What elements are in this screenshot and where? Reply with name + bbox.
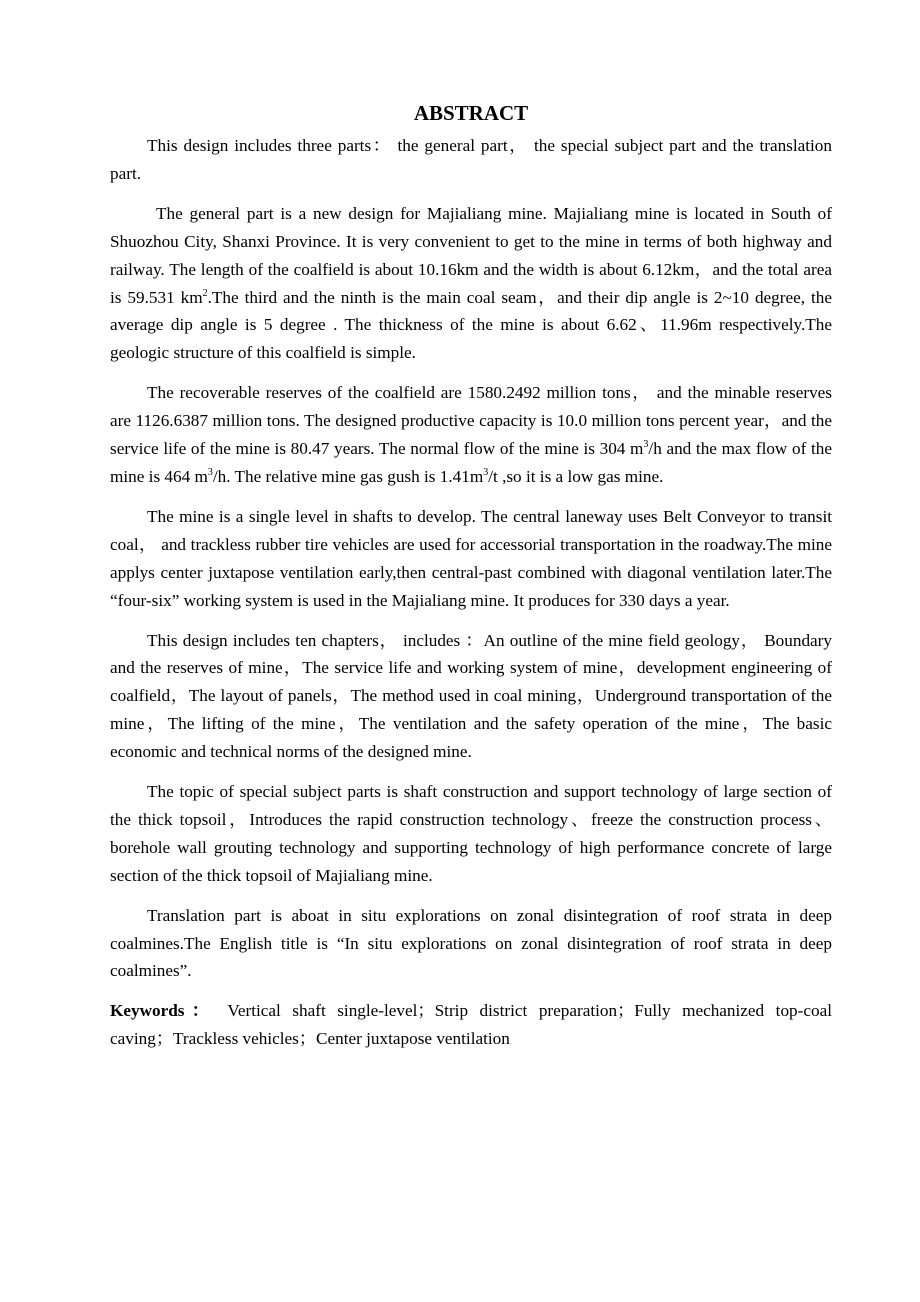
keywords-label: Keywords：: [110, 1001, 217, 1021]
paragraph-special-subject: The topic of special subject parts is shaft construction and support technology of large section of the thick topsoil，Introduces the rapid construction technology、freeze the construction process、borehole wall grouting technology and supporting technology of high performance concrete of large section of the thick topsoil of Majialiang mine.: [110, 782, 832, 885]
text-run: .The third and the ninth is the main coal seam，and their dip angle is 2~10 degree, the average dip angle is 5 degree . The thickness of the mine is about 6.62、11.96m respectively.The geologic structure of this coalfield is simple.: [110, 287, 832, 363]
keywords-line: [110, 997, 832, 1053]
superscript: 2: [202, 287, 208, 299]
text-run: /t ,so it is a low gas mine.: [488, 466, 664, 486]
superscript: 3: [207, 466, 213, 478]
paragraph-chapters: This design includes ten chapters， includes ：An outline of the mine field geology， Boundary and the reserves of mine，The service life and working system of mine，development engineering of coalfield，The layout of panels，The method used in coal mining，Underground transportation of the mine，The lifting of the mine，The ventilation and the safety operation of the mine，The basic economic and technical norms of the designed mine.: [110, 630, 832, 762]
superscript: 3: [483, 466, 489, 478]
paragraph-development: The mine is a single level in shafts to develop. The central laneway uses Belt Conveyor to transit coal， and trackless rubber tire vehicles are used for accessorial transportation in the roadway.The mine applys center juxtapose ventilation early,then central-past combined with diagonal ventilation later.The “four-six” working system is used in the Majialiang mine. It produces for 330 days a year.: [110, 506, 832, 610]
superscript: 3: [643, 439, 649, 451]
text-run: The general part is a new design for Majialiang mine. Majialiang mine is located in South of Shuozhou City, Shanxi Province. It is very convenient to get to the mine in terms of both highway and railway. The length of the coalfield is about 10.16km and the width is about 6.12km，and the total area is 59.531 km: [110, 203, 832, 307]
text-run: /h and the max flow of the mine is 464 m: [110, 439, 832, 486]
paragraph-general-part: [110, 200, 832, 367]
abstract-title: ABSTRACT: [413, 101, 529, 125]
text-run: /h. The relative mine gas gush is 1.41m: [212, 466, 484, 486]
paragraph-translation: Translation part is aboat in situ explorations on zonal disintegration of roof strata in deep coalmines.The English title is “In situ explorations on zonal disintegration of roof strata in deep coalmines”.: [110, 905, 832, 981]
keywords-text: Vertical shaft single-level；Strip district preparation；Fully mechanized top-coal caving；Trackless vehicles；Center juxtapose ventilation: [110, 1001, 832, 1049]
paragraph-reserves: [110, 379, 832, 491]
abstract-page: [110, 98, 832, 1053]
paragraph-overview: This design includes three parts： the general part， the special subject part and the translation part.: [110, 136, 832, 183]
text-run: The recoverable reserves of the coalfield are 1580.2492 million tons， and the minable reserves are 1126.6387 million tons. The designed productive capacity is 10.0 million tons percent year，and the service life of the mine is 80.47 years. The normal flow of the mine is 304 m: [110, 383, 832, 459]
